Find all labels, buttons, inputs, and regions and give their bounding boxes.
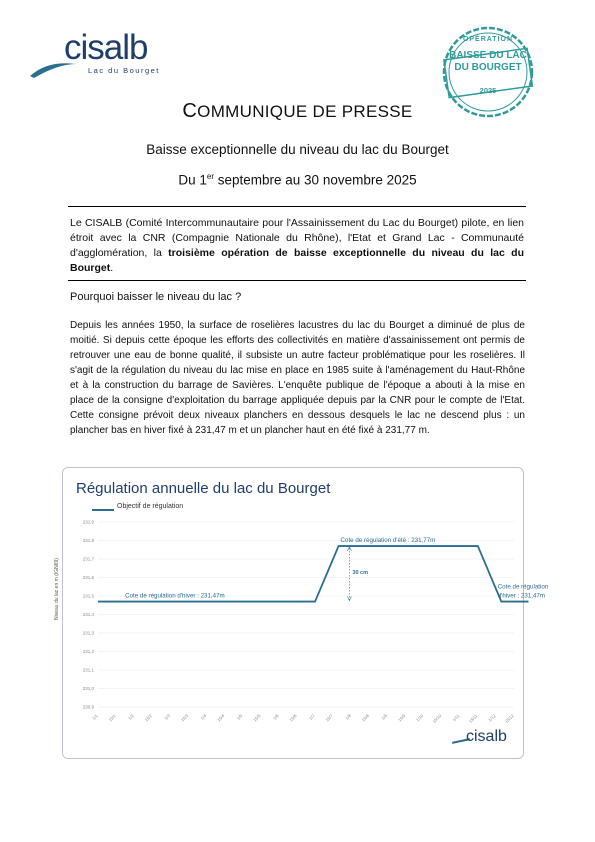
- x-tick-label: 15/6: [288, 713, 298, 723]
- x-tick-label: 1/11: [451, 713, 461, 723]
- annotation-winter-left: Cote de régulation d'hiver : 231,47m: [125, 592, 225, 600]
- stamp-text-line3: DU BOURGET: [454, 62, 522, 73]
- x-tick-label: 1/3: [163, 713, 172, 721]
- subtitle-dates-sup: er: [206, 172, 214, 181]
- y-tick-label: 231,8: [82, 538, 94, 543]
- x-tick-label: 15/8: [360, 713, 371, 723]
- intro-text-a: Le CISALB (Comité Intercommunautaire pour l'Assainissement du Lac du Bourget) pilote, en lien étroit avec la CNR (Compagnie Nationale du Rhône), l'Etat et Grand Lac - Communauté d'agglomération, la: [70, 217, 524, 259]
- x-tick-label: 15/4: [216, 713, 226, 723]
- x-tick-label: 15/7: [324, 713, 334, 723]
- y-tick-label: 231,5: [82, 593, 94, 599]
- x-tick-label: 15/12: [503, 713, 515, 725]
- stamp-text-operation: OPÉRATION: [462, 36, 514, 43]
- x-tick-label: 15/2: [143, 713, 153, 723]
- chart-title: Régulation annuelle du lac du Bourget: [76, 480, 331, 497]
- title-rest: OMMUNIQUE DE PRESSE: [197, 102, 413, 121]
- x-tick-label: 1/7: [308, 713, 316, 721]
- logo-wordmark: cisalb: [64, 28, 148, 67]
- y-tick-label: 230,9: [82, 704, 94, 710]
- x-tick-label: 15/3: [179, 713, 190, 723]
- chart-plot: [62, 467, 549, 757]
- x-tick-label: 1/4: [199, 713, 208, 721]
- y-tick-label: 231,0: [82, 686, 94, 691]
- divider-top: [68, 206, 526, 207]
- annotation-delta: 30 cm: [352, 569, 369, 576]
- annotation-winter-right-1: Cote de régulation: [497, 583, 549, 591]
- logo-subtitle: Lac du Bourget: [88, 66, 160, 75]
- y-tick-label: 231,2: [82, 649, 94, 654]
- x-tick-label: 15/10: [431, 713, 443, 725]
- section-question: Pourquoi baisser le niveau du lac ?: [70, 291, 242, 303]
- x-tick-label: 1/10: [414, 713, 425, 723]
- legend-label: Objectif de régulation: [117, 503, 184, 510]
- subtitle-dates-a: Du 1: [178, 172, 207, 188]
- y-tick-label: 231,9: [82, 519, 94, 525]
- x-tick-label: 15/5: [252, 713, 262, 723]
- chart-logo-wordmark: cisalb: [466, 728, 507, 745]
- y-tick-label: 231,1: [82, 667, 94, 673]
- body-paragraph: Depuis les années 1950, la surface de roselières lacustres du lac du Bourget a diminué de plus de moitié. Si depuis cette époque les efforts des collectivités en matière d'assainissement ont permis de retrouver une eau de bonne qualité, il subsiste un autre facteur problématique pour les roselières. Il s'agit de la régulation du niveau du lac mise en place en 1985 suite à l'aménagement du Haut-Rhône et à la construction du barrage de Savières. L'enquête publique de l'époque a abouti à la mise en place de la consigne d'exploitation du barrage appliquée depuis par la CNR pour le compte de l'Etat. Cette consigne prévoit deux niveaux planchers en dessous desquels le lac ne descend plus : un plancher bas en hiver fixé à 231,47 m et un plancher haut en été fixé à 231,77 m.: [70, 320, 525, 436]
- intro-text-bold: troisième opération de baisse exceptionnelle du niveau du lac du Bourget: [70, 247, 524, 274]
- subtitle-main: Baisse exceptionnelle du niveau du lac du Bourget: [146, 142, 449, 157]
- annotation-winter-right-2: d'hiver : 231,47m: [497, 592, 546, 600]
- x-tick-label: 15/11: [467, 713, 479, 724]
- x-tick-label: 1/1: [91, 713, 99, 721]
- y-tick-label: 231,3: [82, 630, 94, 636]
- x-tick-label: 15/9: [396, 713, 407, 723]
- y-tick-label: 231,6: [82, 575, 94, 580]
- x-tick-label: 1/5: [235, 713, 244, 721]
- page-title: [0, 100, 595, 123]
- intro-paragraph: [70, 216, 524, 276]
- intro-text-c: .: [110, 262, 114, 274]
- subtitle-dates: [0, 172, 595, 188]
- x-tick-label: 1/12: [487, 713, 497, 723]
- x-tick-label: 1/8: [344, 713, 352, 721]
- chart-y-axis-label: Niveau du lac en m (IGN69): [54, 558, 60, 620]
- x-tick-label: 1/2: [127, 713, 135, 721]
- y-tick-label: 231,7: [82, 556, 94, 562]
- x-tick-label: 1/6: [271, 713, 280, 721]
- stamp-text-year: 2025: [479, 86, 497, 95]
- x-tick-label: 15/1: [107, 713, 117, 723]
- x-tick-label: 1/9: [380, 713, 389, 721]
- subtitle-dates-b: septembre au 30 novembre 2025: [214, 172, 417, 188]
- annotation-summer: Cote de régulation d'été : 231,77m: [340, 537, 436, 545]
- title-initial: C: [182, 100, 198, 122]
- stamp-text-line2: BAISSE DU LAC: [449, 50, 527, 61]
- divider-bottom: [68, 280, 526, 281]
- y-tick-label: 231,4: [82, 612, 94, 617]
